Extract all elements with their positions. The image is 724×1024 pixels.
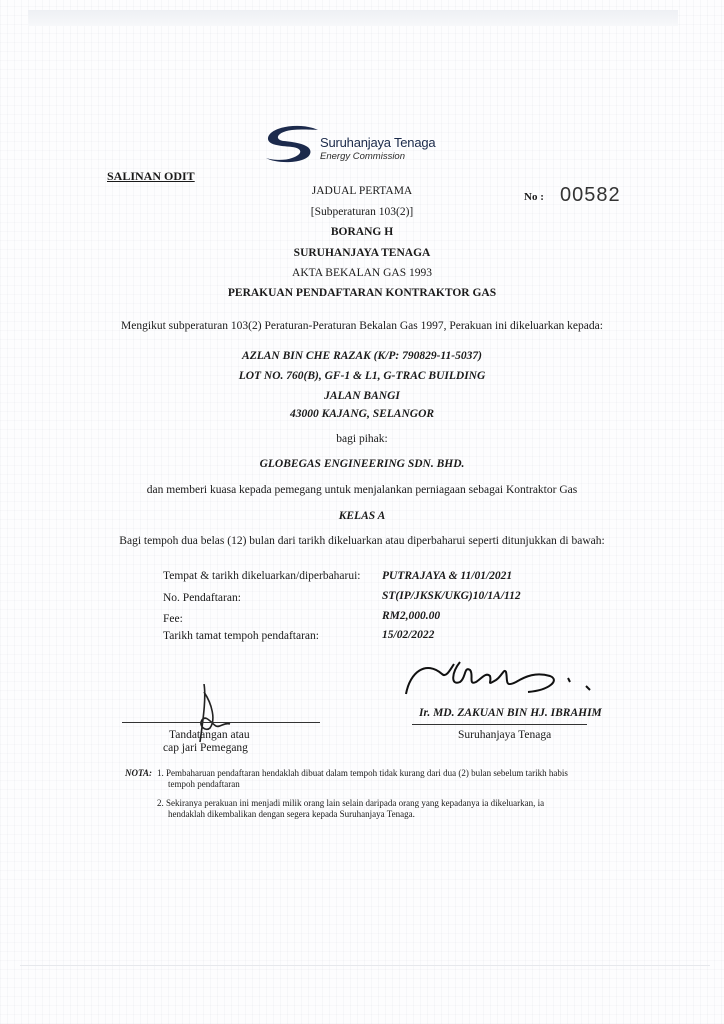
recipient-address-line1: LOT NO. 760(B), GF-1 & L1, G-TRAC BUILDING [238, 370, 486, 382]
notes-label: NOTA: [125, 768, 152, 778]
serial-label: No : [524, 191, 544, 203]
energy-commission-swoosh-icon [262, 124, 322, 164]
detail-label-issue-place-date: Tempat & tarikh dikeluarkan/diperbaharui: [163, 570, 361, 582]
regulation-reference: [Subperaturan 103(2)] [310, 206, 414, 218]
recipient-address-line3: 43000 KAJANG, SELANGOR [289, 408, 435, 420]
act-heading: AKTA BEKALAN GAS 1993 [292, 267, 432, 279]
note-1-line1: Pembaharuan pendaftaran hendaklah dibuat dalam tempoh tidak kurang dari dua (2) bulan sebelum tarikh habis [166, 768, 568, 778]
logo-title: Suruhanjaya Tenaga [320, 135, 436, 150]
authority-heading: SURUHANJAYA TENAGA [293, 247, 431, 259]
holder-signature-line [122, 722, 320, 723]
logo-subtitle: Energy Commission [320, 151, 405, 162]
schedule-heading: JADUAL PERTAMA [311, 185, 413, 197]
detail-value-expiry-date: 15/02/2022 [382, 629, 435, 641]
holder-signature-caption-line2: cap jari Pemegang [163, 742, 248, 754]
holder-signature-caption-line1: Tandatangan atau [169, 729, 250, 741]
detail-value-issue-place-date: PUTRAJAYA & 11/01/2021 [382, 570, 513, 582]
on-behalf-text: bagi pihak: [336, 433, 388, 445]
officer-signature-icon [400, 652, 600, 702]
serial-number: 00582 [560, 184, 621, 206]
note-2-line2: hendaklah dikembalikan dengan segera kepada Suruhanjaya Tenaga. [168, 809, 415, 819]
company-name: GLOBEGAS ENGINEERING SDN. BHD. [259, 458, 465, 470]
copy-label: SALINAN ODIT [107, 169, 195, 183]
contractor-class: KELAS A [338, 510, 386, 522]
form-heading: BORANG H [330, 226, 394, 238]
officer-organization: Suruhanjaya Tenaga [458, 729, 552, 741]
note-1-number: 1. [157, 768, 164, 778]
detail-label-fee: Fee: [163, 613, 183, 625]
officer-signature-line [412, 724, 587, 725]
intro-text: Mengikut subperaturan 103(2) Peraturan-Peraturan Bekalan Gas 1997, Perakuan ini dikeluarkan kepada: [121, 320, 603, 332]
note-2-line1: Sekiranya perakuan ini menjadi milik orang lain selain daripada orang yang kepadanya ia dikeluarkan, ia [166, 798, 545, 808]
detail-value-fee: RM2,000.00 [382, 610, 441, 622]
certificate-title: PERAKUAN PENDAFTARAN KONTRAKTOR GAS [227, 287, 497, 299]
scan-edge-top [28, 10, 678, 26]
detail-label-expiry-date: Tarikh tamat tempoh pendaftaran: [163, 630, 319, 642]
officer-name: Ir. MD. ZAKUAN BIN HJ. IBRAHIM [419, 707, 602, 719]
validity-period-text: Bagi tempoh dua belas (12) bulan dari tarikh dikeluarkan atau diperbaharui seperti ditunjukkan di bawah: [119, 535, 605, 547]
note-1-line2: tempoh pendaftaran [168, 779, 240, 789]
authorization-text: dan memberi kuasa kepada pemegang untuk menjalankan perniagaan sebagai Kontraktor Gas [146, 484, 578, 496]
detail-value-registration-no: ST(IP/JKSK/UKG)10/1A/112 [382, 590, 521, 602]
recipient-name: AZLAN BIN CHE RAZAK (K/P: 790829-11-5037) [242, 350, 482, 362]
energy-commission-logo [262, 124, 462, 168]
scan-edge-bottom [20, 965, 710, 966]
note-2-number: 2. [157, 798, 164, 808]
recipient-address-line2: JALAN BANGI [324, 390, 400, 402]
detail-label-registration-no: No. Pendaftaran: [163, 592, 241, 604]
